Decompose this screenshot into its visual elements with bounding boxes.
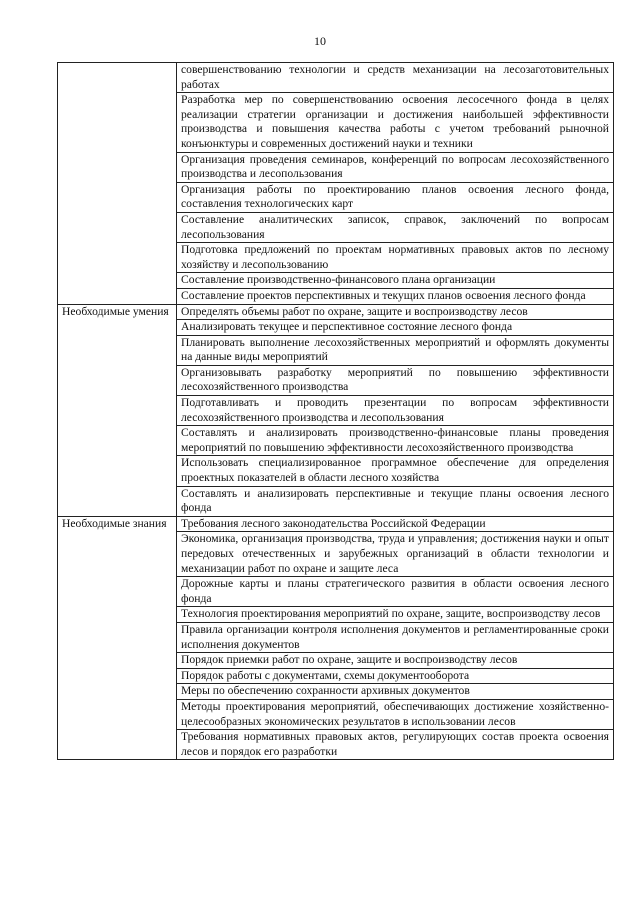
table-cell: Составление аналитических записок, справок, заключений по вопросам лесопользования <box>177 212 614 242</box>
table-cell: Планировать выполнение лесохозяйственных мероприятий и оформлять документы на данные виды мероприятий <box>177 335 614 365</box>
table-row <box>58 304 614 320</box>
table-cell: Порядок работы с документами, схемы документооборота <box>177 668 614 684</box>
table-row <box>58 516 614 532</box>
table-cell: Методы проектирования мероприятий, обеспечивающих достижение хозяйственно-целесообразных экономических результатов в использовании лесов <box>177 699 614 729</box>
table-cell: Дорожные карты и планы стратегического развития в области освоения лесного фонда <box>177 577 614 607</box>
table-cell: Требования лесного законодательства Российской Федерации <box>177 516 614 532</box>
table-cell: Использовать специализированное программное обеспечение для определения проектных показателей в области лесного хозяйства <box>177 456 614 486</box>
table-body <box>58 63 614 760</box>
table-cell: Подготовка предложений по проектам нормативных правовых актов по лесному хозяйству и лесопользованию <box>177 243 614 273</box>
table-cell: Правила организации контроля исполнения документов и регламентированные сроки исполнения документов <box>177 622 614 652</box>
table-cell: Требования нормативных правовых актов, регулирующих состав проекта освоения лесов и порядок его разработки <box>177 730 614 760</box>
table-cell: Экономика, организация производства, труда и управления; достижения науки и опыт передовых отечественных и зарубежных организаций в области технологии и механизации работ по охране и защите леса <box>177 532 614 577</box>
table-cell: Технология проектирования мероприятий по охране, защите, воспроизводству лесов <box>177 607 614 623</box>
page-number: 10 <box>314 34 326 48</box>
table-cell: Меры по обеспечению сохранности архивных документов <box>177 684 614 700</box>
table-cell: Организация проведения семинаров, конференций по вопросам лесохозяйственного производства и лесопользования <box>177 152 614 182</box>
competency-table <box>57 62 614 760</box>
table-cell: Составлять и анализировать перспективные и текущие планы освоения лесного фонда <box>177 486 614 516</box>
section-label: Необходимые знания <box>58 516 177 760</box>
table-cell: совершенствованию технологии и средств механизации на лесозаготовительных работах <box>177 63 614 93</box>
table-cell: Подготавливать и проводить презентации по вопросам эффективности лесохозяйственного производства и лесопользования <box>177 396 614 426</box>
table-cell: Определять объемы работ по охране, защите и воспроизводству лесов <box>177 304 614 320</box>
table-cell: Анализировать текущее и перспективное состояние лесного фонда <box>177 320 614 336</box>
table-cell: Составление проектов перспективных и текущих планов освоения лесного фонда <box>177 288 614 304</box>
section-label <box>58 63 177 305</box>
table-row <box>58 63 614 93</box>
table-cell: Порядок приемки работ по охране, защите и воспроизводству лесов <box>177 653 614 669</box>
table-cell: Составление производственно-финансового плана организации <box>177 273 614 289</box>
table-cell: Организация работы по проектированию планов освоения лесного фонда, составления технологических карт <box>177 182 614 212</box>
table-cell: Составлять и анализировать производственно-финансовые планы проведения мероприятий по повышению эффективности лесохозяйственного производства <box>177 426 614 456</box>
section-label: Необходимые умения <box>58 304 177 516</box>
table-cell: Разработка мер по совершенствованию освоения лесосечного фонда в целях реализации стратегии организации и достижения наибольшей эффективности производства и повышения качества работы с учетом требований рыночной конъюнктуры и современных достижений науки и техники <box>177 93 614 152</box>
table-cell: Организовывать разработку мероприятий по повышению эффективности лесохозяйственного производства <box>177 365 614 395</box>
